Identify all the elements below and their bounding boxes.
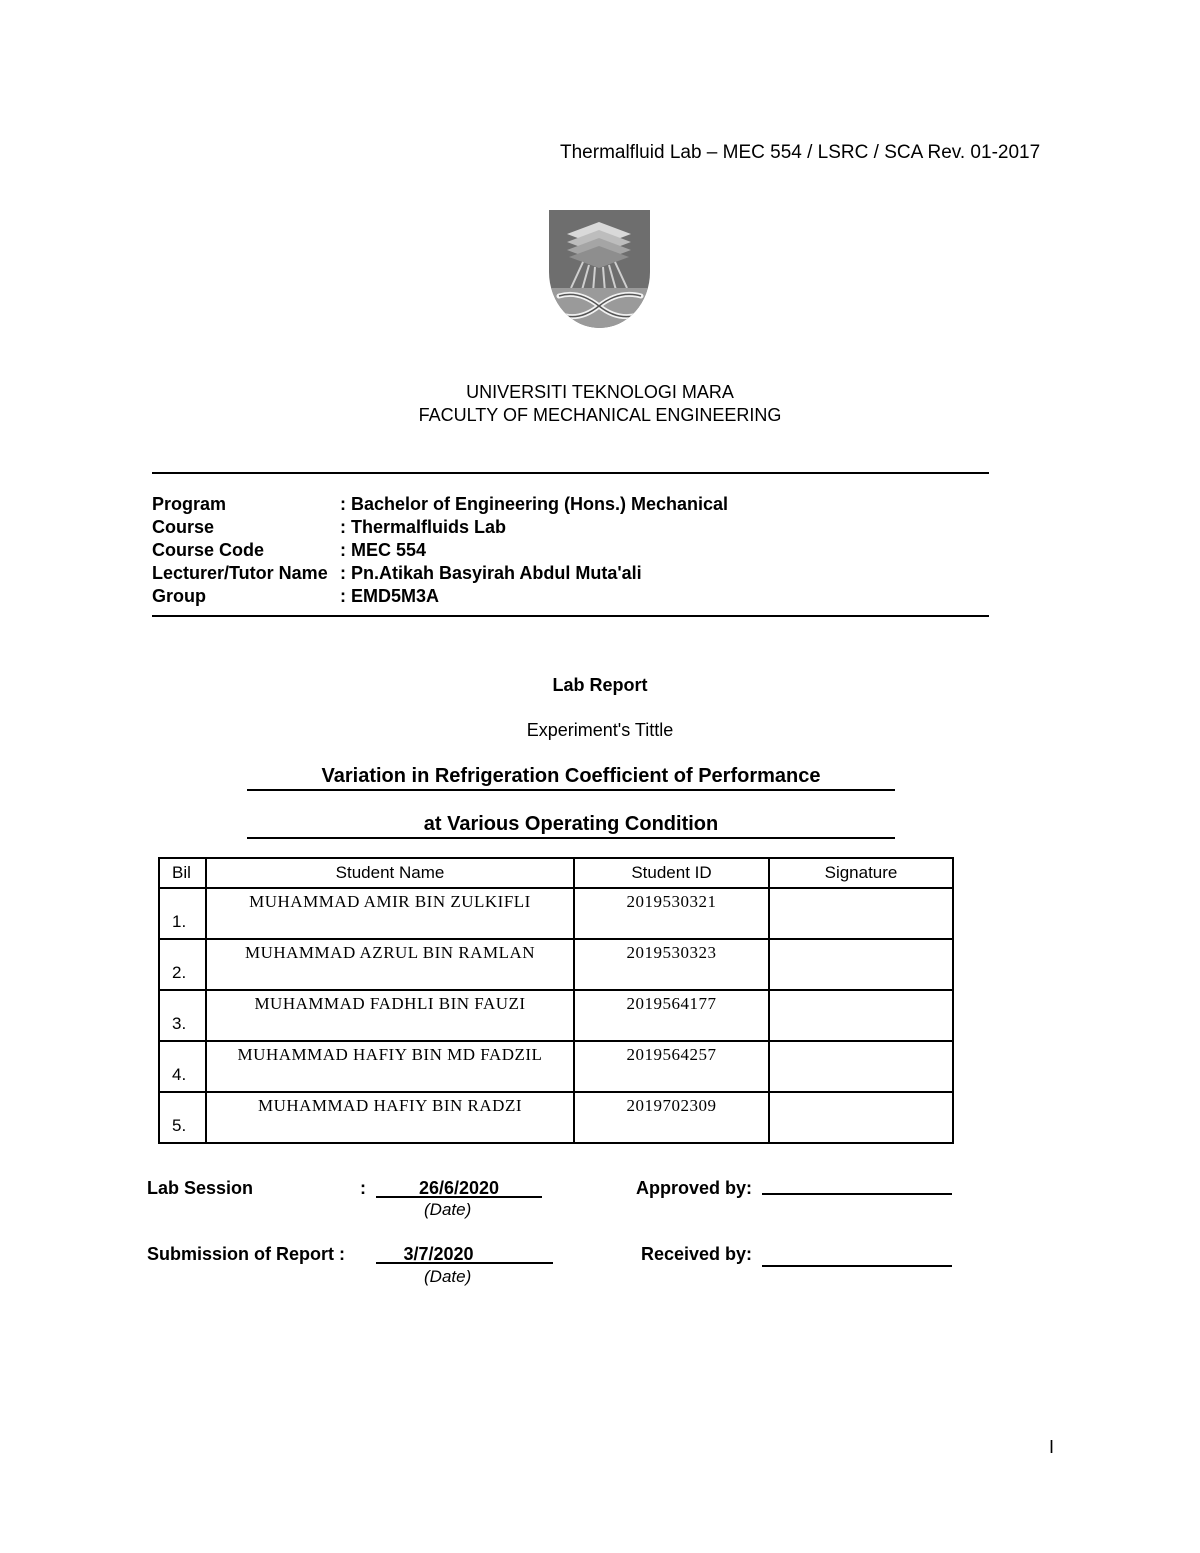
info-row-program — [152, 493, 728, 516]
cell-bil: 5. — [159, 1092, 206, 1143]
lab-session-date-underline — [376, 1196, 542, 1198]
info-value: : Thermalfluids Lab — [340, 517, 507, 537]
lab-session-date-caption: (Date) — [424, 1200, 472, 1219]
info-value: : EMD5M3A — [340, 586, 440, 606]
header-student-id: Student ID — [574, 858, 769, 888]
submission-label: Submission of Report : — [147, 1244, 345, 1264]
cell-bil: 3. — [159, 990, 206, 1041]
received-by-label: Received by: — [641, 1244, 753, 1264]
info-row-lecturer — [152, 562, 728, 585]
experiment-title-line-1 — [247, 765, 895, 788]
received-by-signature-line[interactable] — [762, 1265, 952, 1267]
submission-date-underline — [376, 1262, 553, 1264]
report-heading: Lab Report — [552, 675, 648, 695]
lab-session-date-text: 26/6/2020 — [418, 1178, 500, 1198]
submission-date — [376, 1244, 553, 1265]
cell-student-id: 2019564257 — [574, 1041, 769, 1092]
uitm-crest-icon — [549, 210, 650, 328]
info-label: Course Code — [152, 540, 265, 560]
students-table — [158, 857, 954, 1144]
info-row-group — [152, 585, 728, 608]
experiment-title-caption: Experiment's Tittle — [526, 720, 674, 740]
cell-bil: 2. — [159, 939, 206, 990]
info-label: Course — [152, 517, 215, 537]
cell-student-id: 2019530321 — [574, 888, 769, 939]
cell-bil: 1. — [159, 888, 206, 939]
cell-student-name: MUHAMMAD HAFIY BIN MD FADZIL — [206, 1041, 574, 1092]
info-label: Group — [152, 586, 206, 606]
cell-student-name: MUHAMMAD HAFIY BIN RADZI — [206, 1092, 574, 1143]
info-label: Lecturer/Tutor Name — [152, 563, 328, 583]
info-label: Program — [152, 494, 227, 514]
title-text: at Various Operating Condition — [423, 813, 719, 835]
page-number: I — [1049, 1437, 1055, 1457]
info-value: : Pn.Atikah Basyirah Abdul Muta'ali — [340, 563, 642, 583]
cell-student-id: 2019702309 — [574, 1092, 769, 1143]
header-student-name: Student Name — [206, 858, 574, 888]
approved-by-label: Approved by: — [636, 1178, 753, 1198]
lab-session-date — [376, 1178, 542, 1199]
table-header-row — [159, 858, 953, 888]
title-text: Variation in Refrigeration Coefficient of Performance — [321, 765, 821, 787]
info-row-course-code — [152, 539, 728, 562]
submission-date-text: 3/7/2020 — [403, 1244, 474, 1264]
table-row — [159, 1041, 953, 1092]
table-row — [159, 1092, 953, 1143]
lab-session-colon: : — [360, 1178, 366, 1198]
cell-student-id: 2019564177 — [574, 990, 769, 1041]
header-bil: Bil — [159, 858, 206, 888]
cell-signature[interactable] — [769, 888, 953, 939]
header-signature: Signature — [769, 858, 953, 888]
table-row — [159, 888, 953, 939]
top-divider — [152, 472, 989, 474]
cell-student-name: MUHAMMAD AZRUL BIN RAMLAN — [206, 939, 574, 990]
title-underline — [247, 837, 895, 839]
cell-signature[interactable] — [769, 990, 953, 1041]
table-row — [159, 939, 953, 990]
cell-student-name: MUHAMMAD FADHLI BIN FAUZI — [206, 990, 574, 1041]
cell-bil: 4. — [159, 1041, 206, 1092]
institution-block — [0, 381, 1200, 427]
table-row — [159, 990, 953, 1041]
cell-signature[interactable] — [769, 1092, 953, 1143]
info-value: : Bachelor of Engineering (Hons.) Mechanical — [340, 494, 729, 514]
university-name: UNIVERSITI TEKNOLOGI MARA — [466, 382, 734, 402]
info-row-course — [152, 516, 728, 539]
cell-student-id: 2019530323 — [574, 939, 769, 990]
cell-signature[interactable] — [769, 939, 953, 990]
bottom-divider — [152, 615, 989, 617]
document-reference: Thermalfluid Lab – MEC 554 / LSRC / SCA Rev. 01-2017 — [560, 142, 1041, 163]
experiment-title-line-2 — [247, 813, 895, 836]
faculty-name: FACULTY OF MECHANICAL ENGINEERING — [418, 405, 782, 425]
submission-date-caption: (Date) — [424, 1267, 472, 1286]
cell-student-name: MUHAMMAD AMIR BIN ZULKIFLI — [206, 888, 574, 939]
approved-by-signature-line[interactable] — [762, 1193, 952, 1195]
cell-signature[interactable] — [769, 1041, 953, 1092]
title-underline — [247, 789, 895, 791]
info-value: : MEC 554 — [340, 540, 427, 560]
lab-session-label: Lab Session — [147, 1178, 254, 1198]
course-info — [152, 493, 728, 608]
